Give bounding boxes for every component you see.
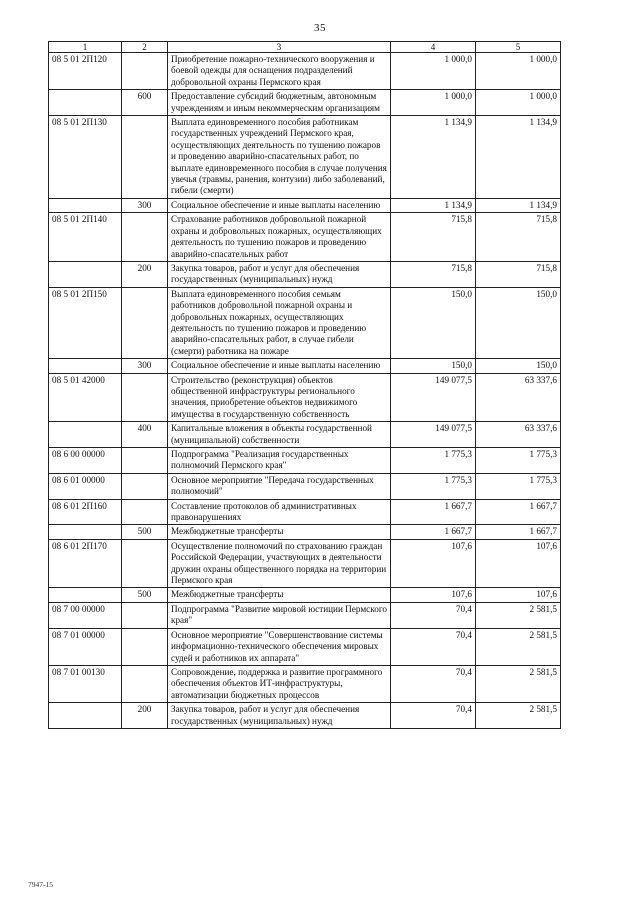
table-row (49, 602, 561, 628)
target-code-cell: 08 6 01 2П170 (49, 539, 122, 588)
expense-type-cell (122, 665, 168, 702)
expense-type-cell (122, 287, 168, 358)
expense-type-cell: 400 (122, 422, 168, 448)
table-row (49, 373, 561, 422)
amount-year-1-cell: 70,4 (391, 703, 476, 729)
amount-year-1-cell: 1 134,9 (391, 198, 476, 212)
table-row (49, 422, 561, 448)
expense-type-cell: 300 (122, 198, 168, 212)
item-name-cell: Межбюджетные трансферты (168, 525, 391, 539)
amount-year-2-cell: 63 337,6 (476, 422, 561, 448)
table-row (49, 116, 561, 199)
amount-year-1-cell: 715,8 (391, 213, 476, 262)
target-code-cell (49, 525, 122, 539)
amount-year-2-cell: 1 000,0 (476, 53, 561, 90)
expense-type-cell (122, 499, 168, 525)
expense-type-cell (122, 116, 168, 199)
amount-year-1-cell: 715,8 (391, 261, 476, 287)
amount-year-2-cell: 150,0 (476, 359, 561, 373)
amount-year-2-cell: 715,8 (476, 261, 561, 287)
amount-year-1-cell: 1 775,3 (391, 448, 476, 474)
target-code-cell (49, 588, 122, 602)
target-code-cell: 08 7 00 00000 (49, 602, 122, 628)
item-name-cell: Осуществление полномочий по страхованию граждан Российской Федерации, участвующих в деятельности дружин охраны общественного порядка на территории Пермского края (168, 539, 391, 588)
item-name-cell: Закупка товаров, работ и услуг для обеспечения государственных (муниципальных) нужд (168, 703, 391, 729)
table-row (49, 703, 561, 729)
amount-year-2-cell: 2 581,5 (476, 628, 561, 665)
amount-year-1-cell: 1 000,0 (391, 53, 476, 90)
column-header: 3 (168, 42, 391, 53)
item-name-cell: Основное мероприятие "Совершенствование системы информационно-технического обеспечения мировых судей и работников их аппарата" (168, 628, 391, 665)
item-name-cell: Строительство (реконструкция) объектов общественной инфраструктуры регионального значения, приобретение объектов недвижимого имущества в государственную собственность (168, 373, 391, 422)
column-number-row (49, 42, 561, 53)
item-name-cell: Социальное обеспечение и иные выплаты населению (168, 198, 391, 212)
table-row (49, 525, 561, 539)
amount-year-2-cell: 1 667,7 (476, 525, 561, 539)
amount-year-1-cell: 70,4 (391, 602, 476, 628)
table-row (49, 198, 561, 212)
item-name-cell: Капитальные вложения в объекты государственной (муниципальной) собственности (168, 422, 391, 448)
target-code-cell: 08 6 01 2П160 (49, 499, 122, 525)
target-code-cell: 08 7 01 00130 (49, 665, 122, 702)
target-code-cell (49, 359, 122, 373)
expense-type-cell: 200 (122, 261, 168, 287)
table-row (49, 287, 561, 358)
item-name-cell: Приобретение пожарно-технического вооружения и боевой одежды для оснащения подразделений добровольной охраны Пермского края (168, 53, 391, 90)
expense-type-cell (122, 602, 168, 628)
item-name-cell: Составление протоколов об административных правонарушениях (168, 499, 391, 525)
amount-year-2-cell: 715,8 (476, 213, 561, 262)
expense-type-cell (122, 539, 168, 588)
amount-year-1-cell: 150,0 (391, 287, 476, 358)
amount-year-2-cell: 1 775,3 (476, 448, 561, 474)
target-code-cell (49, 422, 122, 448)
amount-year-1-cell: 1 000,0 (391, 90, 476, 116)
item-name-cell: Выплата единовременного пособия семьям работников добровольной пожарной охраны и добровольных пожарных, осуществляющих деятельность по тушению пожаров и проведению аварийно-спасательных работ, в случае гибели (смерти) работника на пожаре (168, 287, 391, 358)
item-name-cell: Подпрограмма "Развитие мировой юстиции Пермского края" (168, 602, 391, 628)
target-code-cell: 08 6 00 00000 (49, 448, 122, 474)
expense-type-cell (122, 628, 168, 665)
amount-year-2-cell: 2 581,5 (476, 665, 561, 702)
column-header: 1 (49, 42, 122, 53)
amount-year-2-cell: 107,6 (476, 539, 561, 588)
amount-year-1-cell: 150,0 (391, 359, 476, 373)
target-code-cell: 08 5 01 2П130 (49, 116, 122, 199)
table-row (49, 588, 561, 602)
expense-type-cell (122, 448, 168, 474)
amount-year-1-cell: 1 667,7 (391, 525, 476, 539)
table-row (49, 473, 561, 499)
amount-year-1-cell: 1 775,3 (391, 473, 476, 499)
expense-type-cell: 600 (122, 90, 168, 116)
amount-year-1-cell: 149 077,5 (391, 373, 476, 422)
item-name-cell: Выплата единовременного пособия работникам государственных учреждений Пермского края, осуществляющих деятельность по тушению пожаров и проведению аварийно-спасательных работ, по выплате единовременного пособия в случае получения увечья (травмы, ранения, контузии) либо заболеваний, гибели (смерти) (168, 116, 391, 199)
table-row (49, 448, 561, 474)
amount-year-2-cell: 1 775,3 (476, 473, 561, 499)
footer-code: 7947-15 (28, 880, 53, 889)
item-name-cell: Закупка товаров, работ и услуг для обеспечения государственных (муниципальных) нужд (168, 261, 391, 287)
table-row (49, 499, 561, 525)
target-code-cell (49, 198, 122, 212)
expense-type-cell: 200 (122, 703, 168, 729)
table-row (49, 628, 561, 665)
amount-year-2-cell: 1 134,9 (476, 116, 561, 199)
amount-year-1-cell: 70,4 (391, 665, 476, 702)
table-row (49, 90, 561, 116)
table-row (49, 213, 561, 262)
table-row (49, 665, 561, 702)
expense-type-cell: 500 (122, 525, 168, 539)
expense-type-cell: 500 (122, 588, 168, 602)
expense-type-cell (122, 53, 168, 90)
amount-year-1-cell: 70,4 (391, 628, 476, 665)
target-code-cell: 08 5 01 2П150 (49, 287, 122, 358)
amount-year-2-cell: 2 581,5 (476, 703, 561, 729)
amount-year-1-cell: 107,6 (391, 539, 476, 588)
amount-year-1-cell: 1 667,7 (391, 499, 476, 525)
amount-year-2-cell: 1 667,7 (476, 499, 561, 525)
amount-year-2-cell: 150,0 (476, 287, 561, 358)
table-row (49, 53, 561, 90)
amount-year-2-cell: 1 000,0 (476, 90, 561, 116)
expense-type-cell (122, 473, 168, 499)
table-row (49, 261, 561, 287)
column-header: 5 (476, 42, 561, 53)
item-name-cell: Сопровождение, поддержка и развитие программного обеспечения объектов ИТ-инфраструктуры, автоматизации бюджетных процессов (168, 665, 391, 702)
target-code-cell: 08 6 01 00000 (49, 473, 122, 499)
item-name-cell: Социальное обеспечение и иные выплаты населению (168, 359, 391, 373)
amount-year-1-cell: 107,6 (391, 588, 476, 602)
page-number: 35 (314, 22, 326, 34)
target-code-cell: 08 5 01 2П120 (49, 53, 122, 90)
column-header: 4 (391, 42, 476, 53)
budget-table (48, 41, 561, 729)
item-name-cell: Предоставление субсидий бюджетным, автономным учреждениям и иным некоммерческим организациям (168, 90, 391, 116)
table-row (49, 359, 561, 373)
target-code-cell (49, 90, 122, 116)
amount-year-1-cell: 149 077,5 (391, 422, 476, 448)
amount-year-2-cell: 2 581,5 (476, 602, 561, 628)
table-row (49, 539, 561, 588)
amount-year-1-cell: 1 134,9 (391, 116, 476, 199)
target-code-cell (49, 703, 122, 729)
amount-year-2-cell: 107,6 (476, 588, 561, 602)
target-code-cell: 08 5 01 42000 (49, 373, 122, 422)
expense-type-cell (122, 373, 168, 422)
amount-year-2-cell: 63 337,6 (476, 373, 561, 422)
amount-year-2-cell: 1 134,9 (476, 198, 561, 212)
column-header: 2 (122, 42, 168, 53)
item-name-cell: Страхование работников добровольной пожарной охраны и добровольных пожарных, осуществляющих деятельность по тушению пожаров и проведению аварийно-спасательных работ (168, 213, 391, 262)
item-name-cell: Межбюджетные трансферты (168, 588, 391, 602)
target-code-cell: 08 5 01 2П140 (49, 213, 122, 262)
expense-type-cell (122, 213, 168, 262)
item-name-cell: Основное мероприятие "Передача государственных полномочий" (168, 473, 391, 499)
target-code-cell (49, 261, 122, 287)
target-code-cell: 08 7 01 00000 (49, 628, 122, 665)
item-name-cell: Подпрограмма "Реализация государственных полномочий Пермского края" (168, 448, 391, 474)
expense-type-cell: 300 (122, 359, 168, 373)
